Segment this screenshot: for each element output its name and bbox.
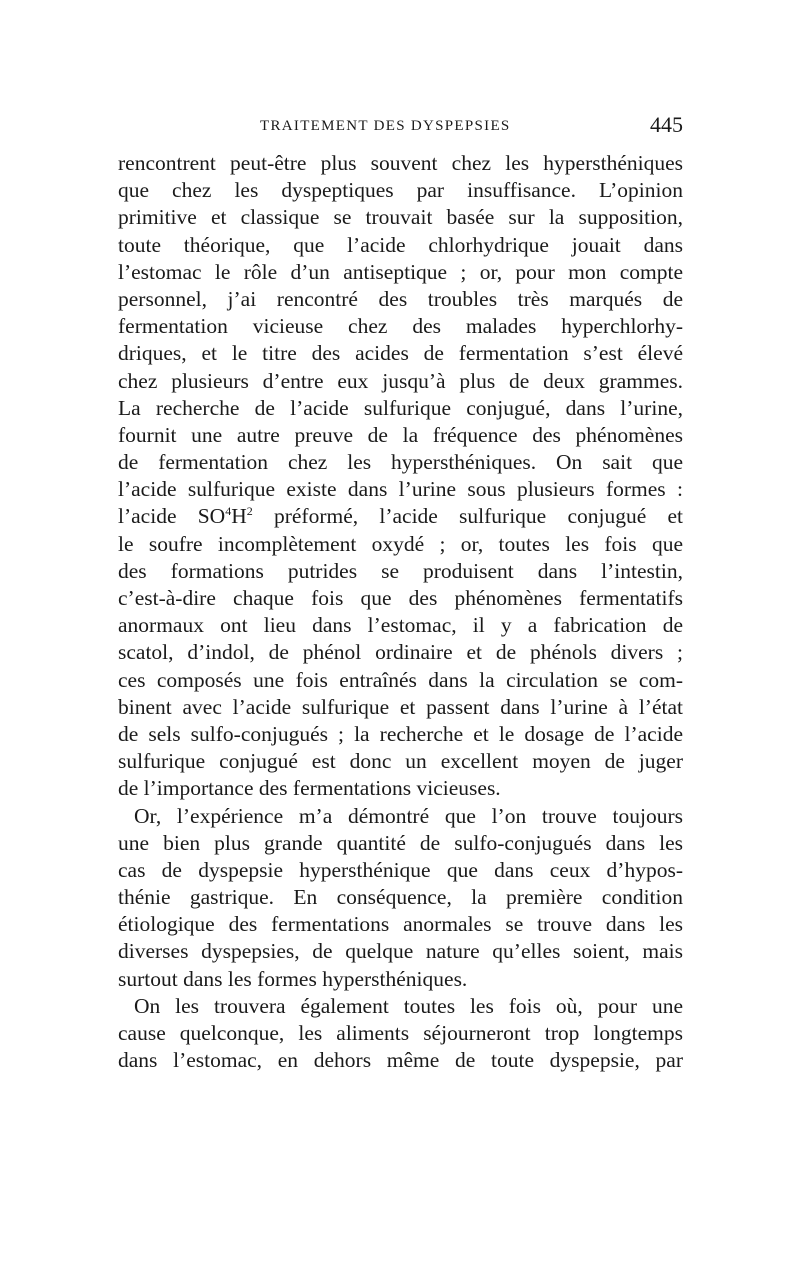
text-line: Or, l’expérience m’a démontré que l’on trouve toujours [134, 803, 683, 828]
text-line: ces composés une fois entraînés dans la circulation se com- [118, 667, 683, 692]
text-line: que chez les dyspeptiques par insuffisance. L’opinion [118, 178, 683, 203]
text-line: driques, et le titre des acides de fermentation s’est élevé [118, 341, 683, 366]
formula-hydrogen: H [231, 504, 247, 529]
text-line: rencontrent peut-être plus souvent chez les hypersthéniques [118, 151, 683, 175]
text-line: binent avec l’acide sulfurique et passent dans l’urine à l’état [118, 694, 683, 719]
text-line: personnel, j’ai rencontré des troubles très marqués de [118, 286, 683, 311]
formula-text-after: préformé, l’acide sulfurique conjugué et [252, 504, 684, 529]
page-number: 445 [650, 112, 683, 137]
running-title: TRAITEMENT DES DYSPEPSIES [260, 118, 511, 134]
text-line: de fermentation chez les hypersthéniques. On sait que [118, 450, 683, 475]
text-line: de l’importance des fermentations vicieuses. [118, 776, 501, 801]
running-head [118, 112, 683, 144]
formula-text-before: l’acide SO [118, 504, 226, 529]
text-line: primitive et classique se trouvait basée sur la supposition, [118, 205, 683, 230]
text-line: dans l’estomac, en dehors même de toute dyspepsie, par [118, 1048, 683, 1073]
text-line: l’acide sulfurique existe dans l’urine sous plusieurs formes : [118, 477, 683, 502]
text-line: sulfurique conjugué est donc un excellent moyen de juger [118, 749, 683, 774]
text-line: cause quelconque, les aliments séjourneront trop longtemps [118, 1021, 683, 1045]
text-line: cas de dyspepsie hypersthénique que dans ceux d’hypos- [118, 857, 683, 882]
text-line: scatol, d’indol, de phénol ordinaire et de phénols divers ; [118, 640, 683, 665]
text-line: toute théorique, que l’acide chlorhydrique jouait dans [118, 232, 683, 257]
text-line: des formations putrides se produisent dans l’intestin, [118, 558, 683, 583]
formula-subscript-sulfur: 4 [225, 504, 232, 519]
text-line: une bien plus grande quantité de sulfo-conjugués dans les [118, 830, 683, 855]
text-line: étiologique des fermentations anormales se trouve dans les [118, 912, 683, 937]
text-line: chez plusieurs d’entre eux jusqu’à plus de deux grammes. [118, 368, 683, 393]
text-line: fermentation vicieuse chez des malades hyperchlorhy- [118, 314, 683, 339]
body-text [118, 150, 683, 1074]
text-line: On les trouvera également toutes les fois où, pour une [134, 993, 683, 1018]
text-line: le soufre incomplètement oxydé ; or, toutes les fois que [118, 531, 683, 556]
text-line: diverses dyspepsies, de quelque nature qu’elles soient, mais [118, 939, 683, 964]
text-line: c’est-à-dire chaque fois que des phénomènes fermentatifs [118, 586, 683, 610]
text-line: de sels sulfo-conjugués ; la recherche et le dosage de l’acide [118, 721, 683, 746]
text-line: anormaux ont lieu dans l’estomac, il y a fabrication de [118, 613, 683, 638]
text-line: l’estomac le rôle d’un antiseptique ; or, pour mon compte [118, 259, 683, 284]
formula-subscript-hydrogen: 2 [246, 504, 253, 519]
text-line: La recherche de l’acide sulfurique conjugué, dans l’urine, [118, 395, 683, 420]
text-line: thénie gastrique. En conséquence, la première condition [118, 885, 683, 910]
text-line: fournit une autre preuve de la fréquence des phénomènes [118, 422, 683, 447]
text-line: surtout dans les formes hypersthéniques. [118, 966, 468, 991]
text-line-formula [118, 503, 683, 530]
